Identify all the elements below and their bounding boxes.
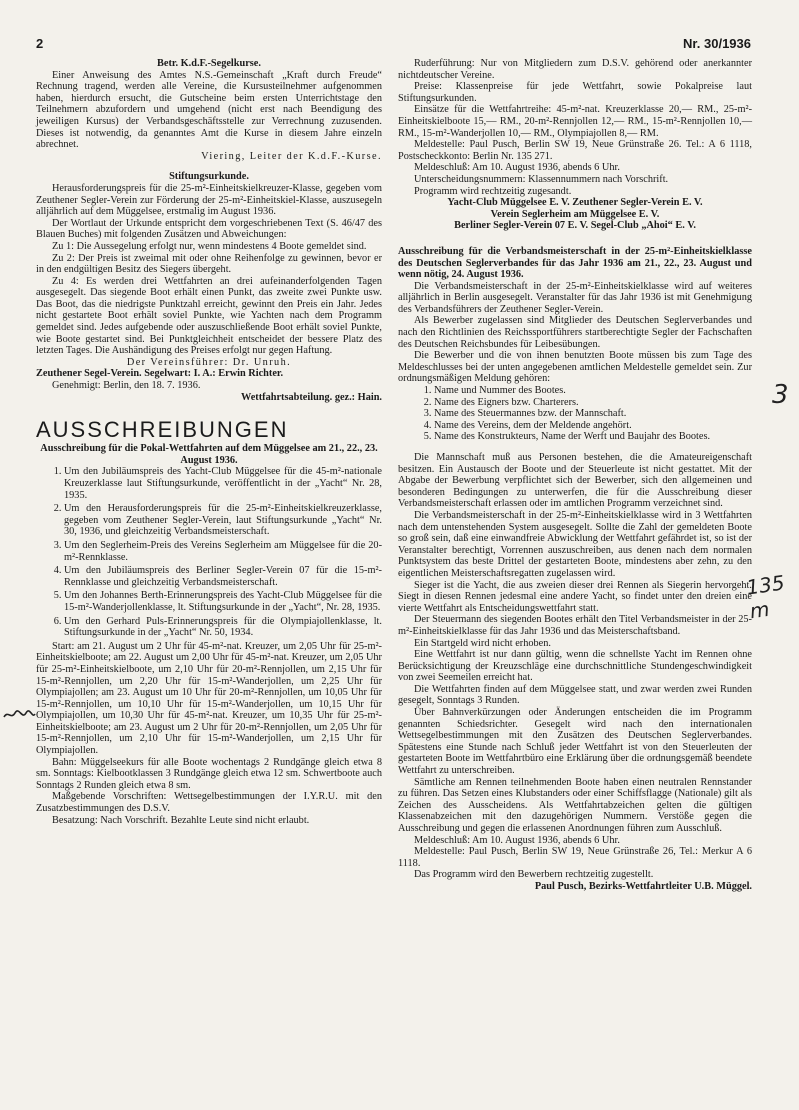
einsaetze-text: Einsätze für die Wettfahrtreihe: 45-m²-nat. Kreuzerklasse 20,— RM., 25-m²-Einheitskielboote 15,— RM., 20-m²-Rennjollen 12,— RM., 15-m²-Rennjollen 10,— RM., 15-m²-Wanderjollen 10,— RM., Olympiajollen 8,— RM. [398,104,752,139]
stiftung-clause: Zu 1: Die Aussegelung erfolgt nur, wenn mindestens 4 Boote gemeldet sind. [52,240,367,252]
stiftung-vereinsfuehrer: Der Vereinsführer: Dr. Unruh. [126,356,292,368]
vm-paragraph: Eine Wettfahrt ist nur dann gültig, wenn die schnellste Yacht im Rennen ohne Berücksichtigung der Kreuzschläge eine durchschnittliche Stundengeschwindigkeit von zwei Seemeilen erreicht hat. [398,649,752,684]
pokal-list-item: 1. Um den Jubiläumspreis des Yacht-Club Müggelsee für die 45-m²-nationale Kreuzerklasse laut Stiftungsurkunde, veröffentlicht in der „Yacht“ Nr. 28, 1935. [64,466,382,501]
pokal-list-item: 5. Um den Johannes Berth-Erinnerungspreis des Yacht-Club Müggelsee für die 15-m²-Wanderjollenklasse, lt. Stiftungsurkunde in der „Yacht“, Nr. 28, 1935. [64,590,382,613]
ausschreibungen-heading: AUSSCHREIBUNGEN [36,417,289,443]
vm-paragraph: Die Mannschaft muß aus Personen bestehen, die die Amateureigenschaft besitzen. Ein Austausch der Boote und der Steuerleute ist nicht gestattet. Mit der Abgabe der Bewerbung verpflichtet sich der Bewerber, sich den allgemeinen und besonderen Bedingungen zu unterwerfen, die für die Ausschreibung dieser Verbandsmeisterschaft erlassen oder im amtlichen Programm verzeichnet sind. [398,452,752,510]
kdf-signature: Viering, Leiter der K.d.F.-Kurse. [201,150,382,162]
pokal-list-item: 2. Um den Herausforderungspreis für die 25-m²-Einheitskielkreuzerklasse, gegeben vom Zeuthener Segler-Verein, laut Stiftungsurkunde „Yacht“ Nr. 30, 1936, und gleichzeitig Verbandsmeisterschaft. [64,503,382,538]
handwritten-scribble-icon [2,708,36,722]
vm-paragraph: Die Wettfahrten finden auf dem Müggelsee statt, und zwar werden zwei Runden gesegelt, Sonntags 3 Runden. [398,683,752,707]
handwritten-margin-note: 3 [772,380,789,410]
vm-paragraph: Die Bewerber und die von ihnen benutzten Boote müssen bis zum Tage des Meldeschlusses bei der unten angegebenen amtlichen Meldestelle gemeldet sein. Zur ordnungsmäßigen Meldung gehören: [398,350,752,385]
vm-paragraph: Als Bewerber zugelassen sind Mitglieder des Deutschen Seglerverbandes und nach den Richtlinien des Reichssportführers startberechtigte Segler der Fachschaften des Deutschen Reichsbundes für Leibesübungen. [398,315,752,350]
stiftung-verein: Zeuthener Segel-Verein. Segelwart: I. A.: Erwin Richter. [36,368,284,380]
stiftung-heading: Stiftungsurkunde. [169,171,249,183]
clubs-line: Yacht-Club Müggelsee E. V. Zeuthener Segler-Verein E. V. [447,197,703,209]
vm-paragraph: Der Steuermann des siegenden Bootes erhält den Titel Verbandsmeister in der 25-m²-Einheitskielklasse für das Jahr 1936 und das Meisterschaftsband. [398,614,752,637]
programm-text: Programm wird rechtzeitig zugesandt. [414,185,572,197]
vm-paragraph: Sieger ist die Yacht, die aus zweien dieser drei Rennen als Siegerin hervorgeht. Siegt in diesen Rennen jedesmal eine andere Yacht, so findet unter den dreien eine vierte Wettfahrt als Entscheidungswettfahrt statt. [398,579,752,614]
right-column [398,58,752,893]
clubs-line: Berliner Segler-Verein 07 E. V. Segel-Club „Ahoi“ E. V. [454,220,696,232]
left-column [36,58,382,826]
stiftung-wettfahrtsabteilung: Wettfahrtsabteilung. gez.: Hain. [241,391,382,403]
vm-paragraph: Die Verbandsmeisterschaft in der 25-m²-Einheitskielklasse wird auf weiteres alljährlich in Berlin ausgesegelt. Veranstalter für das Jahr 1936 ist mit Genehmigung des Verbandsführers der Zeuthener Segler-Verein. [398,280,752,315]
vm-programm: Das Programm wird den Bewerbern rechtzeitig zugestellt. [414,869,654,881]
stiftung-paragraph: Der Wortlaut der Urkunde entspricht dem vorgeschriebenen Text (S. 46/47 des Blauen Buches) mit folgenden Zusätzen und Abweichungen: [36,217,382,241]
kdf-heading: Betr. K.d.F.-Segelkurse. [157,58,261,69]
vm-paragraph: Über Bahnverkürzungen oder Änderungen entscheiden die im Programm genannten Schiedsrichter. Gesegelt wird nach den internationalen Wettsegelbestimmungen mit den Zusätzen des Deutschen Seglerverbandes. Spätestens eine Stunde nach Schluß jeder Wettfahrt ist von den Steuerleuten der gestarteten Boote im Wettfahrtbüro eine Erklärung über die ordnungsgemäß beendete Wettfahrt zu unterschreiben. [398,707,752,777]
vm-meldestelle: Meldestelle: Paul Pusch, Berlin SW 19, Neue Grünstraße 26, Tel.: Merkur A 6 1118. [398,846,752,869]
vm-signature: Paul Pusch, Bezirks-Wettfahrtleiter U.B. Müggel. [534,880,752,892]
meldung-list-item: 2. Name des Eigners bzw. Charterers. [434,397,752,409]
preise-text: Preise: Klassenpreise für jede Wettfahrt, sowie Pokalpreise laut Stiftungsurkunden. [398,81,752,104]
stiftung-clause: Zu 2: Der Preis ist zweimal mit oder ohne Reihenfolge zu gewinnen, bevor er in den endgültigen Besitz des Siegers übergeht. [36,252,382,276]
pokal-list-item: 6. Um den Gerhard Puls-Erinnerungspreis für die Olympiajollenklasse, lt. Stiftungsurkunde in der „Yacht“ Nr. 50, 1934. [64,616,382,639]
meldung-list-item: 1. Name und Nummer des Bootes. [434,385,752,397]
pokal-list [36,466,382,638]
meldestelle-text: Meldestelle: Paul Pusch, Berlin SW 19, Neue Grünstraße 26. Tel.: A 6 1118, Postscheckkonto: Berlin Nr. 135 271. [398,139,752,162]
meldung-list-item: 3. Name des Steuermannes bzw. der Mannschaft. [434,408,752,420]
stiftung-clause: Zu 4: Es werden drei Wettfahrten an drei aufeinanderfolgenden Tagen ausgesegelt. Das siegende Boot erhält einen Punkt, das zweite zwei Punkte usw. Das Boot, das die niedrigste Punktzahl erreicht, gewinnt den Preis ein Jahr. Jedes nicht gestartete Boot erhält soviel Punkte, wie Yachten nach dem Programm gemeldet sind. Jedes aufgebende oder auszuschließende Boot erhält soviel Punkte, wie Boote gestartet sind. Bei Punktgleichheit entscheidet der bessere Platz des letzten Tages. Die Aushändigung des Preises erfolgt nur gegen Haftung. [36,275,382,357]
vm-paragraph: Sämtliche am Rennen teilnehmenden Boote haben einen neutralen Rennstander zu führen. Das Setzen eines Klubstanders oder einer Schiffsflagge (Nationale) gilt als Zeichen des Ausscheidens. Als Wettfahrtabzeichen gelten die gültigen Klassenabzeichen mit den dazugehörigen Nummern. Verstöße gegen die Ausschreibung und gegen die erlassenen Anordnungen führen zum Ausschluß. [398,776,752,834]
meldung-list [398,385,752,443]
vm-meldeschluss: Meldeschluß: Am 10. August 1936, abends 6 Uhr. [414,834,620,846]
vm-paragraph: Ein Startgeld wird nicht erhoben. [414,637,551,649]
bahn-text: Bahn: Müggelseekurs für alle Boote wochentags 2 Rundgänge gleich etwa 8 sm. Sonntags: Kielbootklassen 3 Rundgänge gleich etwa 12 sm. Schwertboote auch Sonntags 2 Runden gleich etwa 8 sm. [36,756,382,791]
unterscheidung-text: Unterscheidungsnummern: Klassennummern nach Vorschrift. [414,173,669,185]
ruderfuehrung-text: Ruderführung: Nur von Mitgliedern zum D.S.V. gehörend oder anerkannter nichtdeutscher Vereine. [398,58,752,81]
pokal-list-item: 3. Um den Seglerheim-Preis des Vereins Seglerheim am Müggelsee für die 20-m²-Rennklasse. [64,540,382,563]
clubs-line: Verein Seglerheim am Müggelsee E. V. [490,208,660,220]
meldung-list-item: 4. Name des Vereins, dem der Meldende angehört. [434,420,752,432]
besatzung-text: Besatzung: Nach Vorschrift. Bezahlte Leute sind nicht erlaubt. [52,814,310,826]
start-times: Start: am 21. August um 2 Uhr für 45-m²-nat. Kreuzer, um 2,05 Uhr für 25-m²-Einheitskielboote; am 22. August um 2,00 Uhr für 45-m²-nat. Kreuzer, um 2,05 Uhr für 25-m²-Einheitskielboote, um 2,10 Uhr für 20-m²-Rennjollen, um 2,15 Uhr für 15-m²-Rennjollen, um 2,20 Uhr für 15-m²-Wanderjollen, um 2,25 Uhr für Olympiajollen; am 23. August um 10 Uhr für 20-m²-Rennjollen, um 10,05 Uhr für 15-m²-Rennjollen, um 10,10 Uhr für 15-m²-Wanderjollen, um 10,15 Uhr für Olympiajollen, um 10,30 Uhr für 45-m²-nat. Kreuzer, um 10,35 Uhr für 25-m²-Einheitskielboote; am 23. August um 2 Uhr für 20-m²-Rennjollen, um 2,05 Uhr für 15-m²-Rennjollen, um 2,10 Uhr für 15-m²-Wanderjollen, um 2,15 Uhr für Olympiajollen. [36,640,382,757]
handwritten-margin-note: 135 m [744,570,787,624]
issue-number: Nr. 30/1936 [683,36,751,51]
vm-paragraph: Die Verbandsmeisterschaft in der 25-m²-Einheitskielklasse wird in 3 Wettfahrten nach dem untenstehenden System ausgesegelt. Sollte die Zahl der gemeldeten Boote so groß sein, daß eine einwandfreie Abwicklung der Wettfahrt gefährdet ist, so ist der Veranstalter berechtigt, Vorrennen auszuschreiben, aus denen nach dem normalen Punktsystem das beste Drittel der gestarteten Boote, mindestens aber zehn, zu den eigentlichen Meisterschaftsregatten zugelassen wird. [398,509,752,579]
meldeschluss-text: Meldeschluß: Am 10. August 1936, abends 6 Uhr. [414,162,620,174]
stiftung-genehmigt: Genehmigt: Berlin, den 18. 7. 1936. [52,380,201,392]
stiftung-paragraph: Herausforderungspreis für die 25-m²-Einheitskielkreuzer-Klasse, gegeben vom Zeuthener Segler-Verein zur Förderung der 25-m²-Einheitskiel-Klasse, auszusegeln alljährlich auf dem Müggelsee, erstmalig im August 1936. [36,182,382,218]
kdf-body: Einer Anweisung des Amtes N.S.-Gemeinschaft „Kraft durch Freude“ Rechnung tragend, werden alle Vereine, die Kursusteilnehmer aufgenommen haben, hierdurch ersucht, die Gutscheine beim ersten Unterrichtstage den Teilnehmern abzufordern und umgehend (nicht erst nach Beendigung des jeweiligen Kursus) der Verbandsgeschäftsstelle zur Verrechnung zuzusenden. Dieses ist notwendig, da genanntes Amt die Kurse in diesem Jahre einzeln abrechnet. [36,69,382,151]
page-number: 2 [36,36,44,51]
vorschriften-text: Maßgebende Vorschriften: Wettsegelbestimmungen der I.Y.R.U. mit den Zusatzbestimmungen des D.S.V. [36,791,382,815]
pokal-heading: Ausschreibung für die Pokal-Wettfahrten auf dem Müggelsee am 21., 22., 23. August 1936. [40,443,378,466]
pokal-list-item: 4. Um den Jubiläumspreis des Berliner Segler-Verein 07 für die 15-m²-Rennklasse und gleichzeitig Verbandsmeisterschaft. [64,565,382,588]
meldung-list-item: 5. Name des Konstrukteurs, Name der Werft und Baujahr des Bootes. [434,431,752,443]
verbandsmeisterschaft-heading: Ausschreibung für die Verbandsmeisterschaft in der 25-m²-Einheitskielklasse des Deutschen Seglerverbandes für das Jahr 1936 am 21., 22., 23. August und wenn nötig, 24. August 1936. [398,245,752,281]
